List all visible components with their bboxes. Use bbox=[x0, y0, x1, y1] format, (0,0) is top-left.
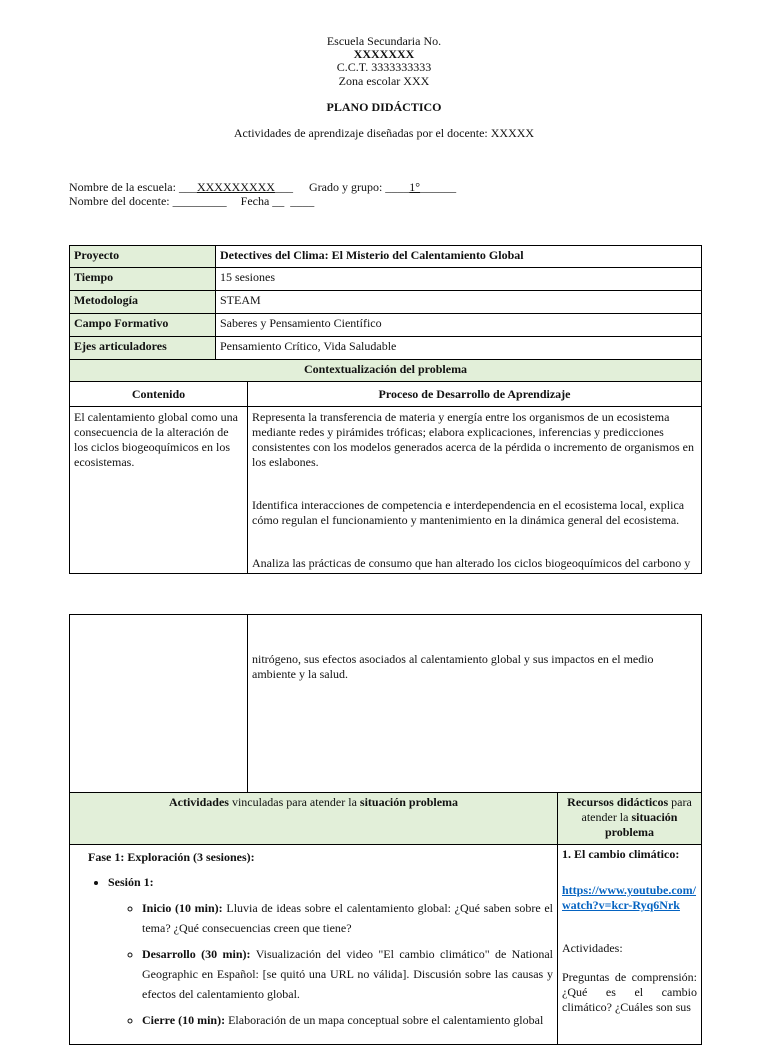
desarrollo-text: Visualización del video "El cambio climático" de National Geographic en Español: [se quitó una URL no válida]. Discusión sobre las causas y efectos del calentamiento global. bbox=[142, 947, 554, 1001]
session-1-steps bbox=[108, 898, 553, 1030]
activities-header bbox=[70, 793, 558, 845]
activities-header-bold-2: situación problema bbox=[359, 795, 459, 809]
resource-1-title: 1. El cambio climático: bbox=[562, 847, 680, 861]
project-value: Detectives del Clima: El Misterio del Calentamiento Global bbox=[216, 246, 702, 268]
desarrollo-label: Desarrollo (30 min): bbox=[142, 947, 251, 961]
process-paragraph-1: Representa la transferencia de materia y energía entre los organismos de un ecosistema mediante redes y pirámides tróficas; elabora explicaciones, inferencias y predicciones consistentes con los modelos generados acerca de la pérdida o incremento de organismos en los eslabones. bbox=[252, 410, 694, 469]
process-continuation: nitrógeno, sus efectos asociados al calentamiento global y sus impactos en el medio ambiente y la salud. bbox=[248, 615, 702, 793]
teacher-label: Nombre del docente: _________ bbox=[69, 194, 227, 208]
date-tail: ____ bbox=[290, 194, 315, 208]
activities-header-bold-1: Actividades bbox=[168, 795, 229, 809]
school-zone: Zona escolar XXX bbox=[338, 74, 430, 88]
activities-header-mid: vinculadas para atender la bbox=[228, 795, 360, 809]
process-paragraph-2: Identifica interacciones de competencia e interdependencia en el ecosistema local, explica cómo regulan el funcionamiento y mantenimiento en la dinámica general del ecosistema. bbox=[252, 498, 685, 527]
formative-field-value: Saberes y Pensamiento Científico bbox=[216, 314, 702, 337]
time-label: Tiempo bbox=[70, 268, 216, 291]
session-1-item bbox=[108, 872, 553, 1030]
resource-1-activities: Actividades: bbox=[562, 941, 623, 955]
resources-header-bold-1: Recursos didácticos bbox=[567, 795, 669, 809]
process-header: Proceso de Desarrollo de Aprendizaje bbox=[248, 382, 702, 407]
school-line: Escuela Secundaria No. bbox=[326, 34, 442, 48]
phase-1-title: Fase 1: Exploración (3 sesiones): bbox=[88, 850, 255, 864]
document-title: PLANO DIDÁCTICO bbox=[326, 100, 442, 114]
resources-header bbox=[558, 793, 702, 845]
process-paragraph-3: Analiza las prácticas de consumo que han alterado los ciclos biogeoquímicos del carbono y bbox=[252, 556, 691, 570]
resource-1-questions: Preguntas de comprensión: ¿Qué es el cambio climático? ¿Cuáles son sus bbox=[562, 970, 697, 1014]
school-name-line bbox=[69, 181, 456, 194]
inicio-label: Inicio (10 min): bbox=[142, 901, 223, 915]
grade-value: 1° bbox=[409, 180, 421, 194]
activities-cell bbox=[70, 845, 558, 1045]
methodology-value: STEAM bbox=[216, 291, 702, 314]
context-header: Contextualización del problema bbox=[70, 360, 702, 382]
info-table bbox=[69, 245, 702, 574]
formative-field-label: Campo Formativo bbox=[70, 314, 216, 337]
resource-1-link[interactable]: https://www.youtube.com/watch?v=kcr-Ryq6Nrk bbox=[562, 883, 697, 912]
date-label: Fecha __ bbox=[240, 194, 285, 208]
inicio-step bbox=[142, 898, 553, 938]
time-value: 15 sesiones bbox=[216, 268, 702, 291]
content-text: El calentamiento global como una consecuencia de la alteración de los ciclos biogeoquímicos en los ecosistemas. bbox=[70, 407, 248, 574]
cierre-text: Elaboración de un mapa conceptual sobre el calentamiento global bbox=[225, 1013, 544, 1027]
school-number: XXXXXXX bbox=[353, 47, 415, 61]
axes-label: Ejes articuladores bbox=[70, 337, 216, 360]
desarrollo-step bbox=[142, 944, 553, 1004]
school-name-value: XXXXXXXXX bbox=[196, 180, 275, 194]
cct-code: C.C.T. 3333333333 bbox=[336, 60, 432, 74]
school-name-tail: ___ bbox=[274, 180, 293, 194]
session-list bbox=[88, 872, 553, 1030]
session-1-label: Sesión 1: bbox=[108, 875, 154, 889]
resources-header-bold-2: situación problema bbox=[604, 810, 678, 839]
document-subtitle: Actividades de aprendizaje diseñadas por el docente: XXXXX bbox=[233, 126, 535, 140]
axes-value: Pensamiento Crítico, Vida Saludable bbox=[216, 337, 702, 360]
cierre-step bbox=[142, 1010, 553, 1030]
content-header: Contenido bbox=[70, 382, 248, 407]
resources-cell bbox=[558, 845, 702, 1045]
methodology-label: Metodología bbox=[70, 291, 216, 314]
grade-label: Grado y grupo: ____ bbox=[308, 180, 410, 194]
empty-content-cell bbox=[70, 615, 248, 793]
teacher-line bbox=[69, 195, 314, 208]
activities-table bbox=[69, 614, 702, 1045]
school-name-label: Nombre de la escuela: ___ bbox=[69, 180, 197, 194]
project-label: Proyecto bbox=[70, 246, 216, 268]
resources-header-mid: para atender la bbox=[581, 795, 692, 824]
process-cell bbox=[248, 407, 702, 574]
inicio-text: Lluvia de ideas sobre el calentamiento global: ¿Qué saben sobre el tema? ¿Qué consecuencias creen que tiene? bbox=[142, 901, 553, 935]
cierre-label: Cierre (10 min): bbox=[142, 1013, 226, 1027]
grade-tail: ______ bbox=[420, 180, 457, 194]
